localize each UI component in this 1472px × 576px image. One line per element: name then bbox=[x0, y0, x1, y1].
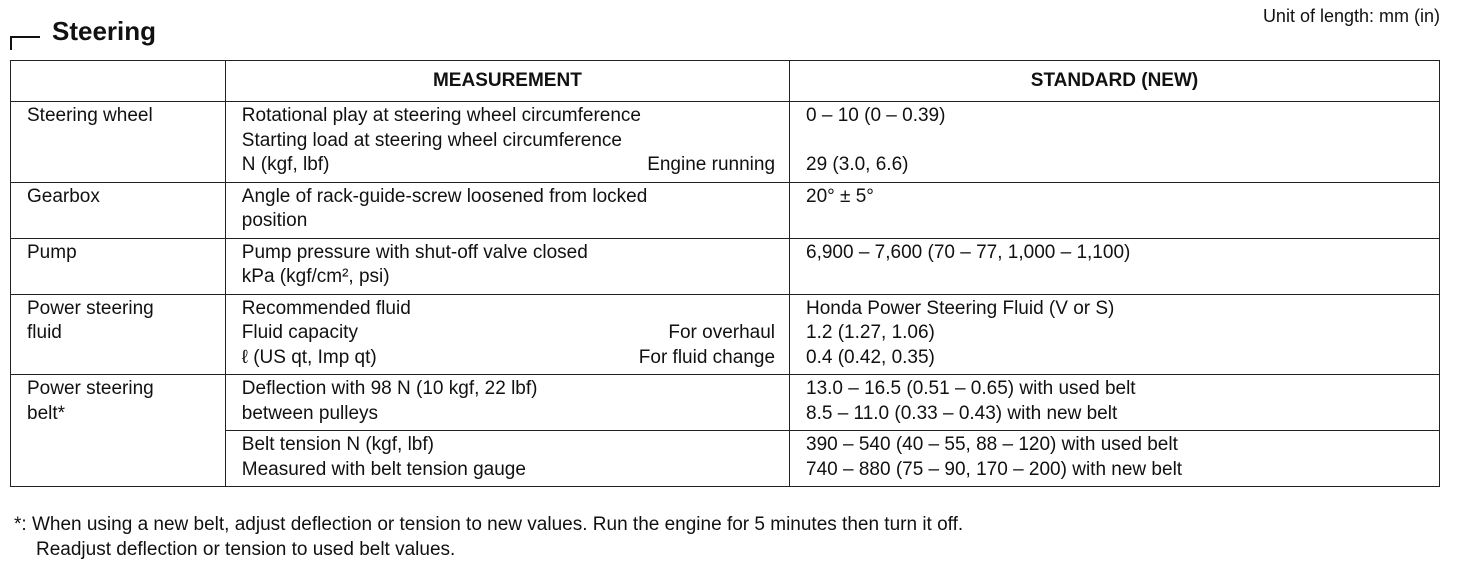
standard-value: 8.5 – 11.0 (0.33 – 0.43) with new belt bbox=[806, 402, 1118, 424]
measurement-header: MEASUREMENT bbox=[225, 61, 789, 102]
measurement-line bbox=[242, 209, 775, 234]
measurement-condition: Engine running bbox=[647, 154, 776, 175]
measurement-text: ℓ (US qt, Imp qt) bbox=[241, 346, 377, 368]
item-label: Steering wheel bbox=[27, 105, 153, 126]
standard-value: 0.4 (0.42, 0.35) bbox=[806, 346, 935, 368]
standard-cell bbox=[790, 238, 1440, 294]
measurement-line bbox=[242, 153, 775, 178]
table-row bbox=[11, 294, 1440, 375]
standard-value: Honda Power Steering Fluid (V or S) bbox=[806, 297, 1115, 319]
measurement-text: Measured with belt tension gauge bbox=[241, 458, 526, 480]
footnote bbox=[14, 512, 963, 562]
measurement-line bbox=[242, 321, 775, 346]
measurement-text: Starting load at steering wheel circumference bbox=[241, 129, 622, 151]
measurement-line bbox=[242, 241, 775, 266]
standard-value: 13.0 – 16.5 (0.51 – 0.65) with used belt bbox=[806, 378, 1136, 399]
measurement-line bbox=[242, 433, 775, 458]
standard-value: 29 (3.0, 6.6) bbox=[806, 154, 909, 175]
measurement-text: Pump pressure with shut-off valve closed bbox=[241, 241, 588, 263]
item-label: fluid bbox=[27, 322, 62, 343]
standard-value bbox=[806, 129, 1425, 154]
measurement-cell bbox=[225, 238, 789, 294]
measurement-line bbox=[242, 402, 775, 427]
table-row bbox=[11, 238, 1440, 294]
measurement-line bbox=[242, 265, 775, 290]
table-body bbox=[11, 102, 1440, 487]
item-cell bbox=[11, 102, 226, 183]
measurement-text: Rotational play at steering wheel circumference bbox=[241, 105, 641, 126]
header-rule bbox=[10, 36, 40, 38]
measurement-cell bbox=[225, 102, 789, 183]
table-row bbox=[11, 182, 1440, 238]
standard-value: 6,900 – 7,600 (70 – 77, 1,000 – 1,100) bbox=[806, 241, 1131, 263]
measurement-text: Angle of rack-guide-screw loosened from locked bbox=[241, 185, 648, 207]
standard-cell bbox=[790, 102, 1440, 183]
measurement-line bbox=[242, 104, 775, 129]
standard-cell bbox=[790, 182, 1440, 238]
measurement-cell bbox=[225, 182, 789, 238]
page-title: Steering bbox=[52, 16, 157, 46]
table-row bbox=[11, 102, 1440, 183]
item-cell bbox=[11, 238, 226, 294]
footnote-line: *: When using a new belt, adjust deflection or tension to new values. Run the engine for 5 minutes then turn it off. bbox=[14, 514, 964, 535]
standard-value: 740 – 880 (75 – 90, 170 – 200) with new belt bbox=[806, 458, 1183, 480]
measurement-text: Belt tension N (kgf, lbf) bbox=[241, 434, 434, 455]
measurement-text: N (kgf, lbf) bbox=[241, 154, 330, 175]
measurement-line bbox=[242, 185, 775, 210]
measurement-cell bbox=[225, 431, 789, 487]
item-label: Pump bbox=[27, 241, 77, 263]
item-cell bbox=[11, 375, 226, 487]
unit-note: Unit of length: mm (in) bbox=[1262, 6, 1440, 26]
measurement-text: between pulleys bbox=[241, 402, 379, 424]
measurement-text: kPa (kgf/cm², psi) bbox=[241, 266, 390, 287]
standard-header: STANDARD (NEW) bbox=[790, 61, 1440, 102]
standard-value: 20° ± 5° bbox=[806, 185, 874, 207]
item-label: belt* bbox=[27, 402, 66, 424]
measurement-line bbox=[242, 129, 775, 154]
table-header-row bbox=[11, 61, 1440, 102]
item-cell bbox=[11, 182, 226, 238]
measurement-cell bbox=[225, 294, 789, 375]
item-label: Power steering bbox=[27, 297, 154, 319]
table-row bbox=[11, 431, 1440, 487]
measurement-line bbox=[242, 377, 775, 402]
spec-table bbox=[10, 60, 1440, 487]
item-label: Power steering bbox=[27, 378, 154, 399]
measurement-text: Recommended fluid bbox=[241, 297, 411, 319]
item-header bbox=[11, 61, 226, 102]
measurement-cell bbox=[225, 375, 789, 431]
measurement-condition: For fluid change bbox=[638, 346, 776, 368]
item-cell bbox=[11, 294, 226, 375]
footnote-line: Readjust deflection or tension to used belt values. bbox=[36, 539, 456, 560]
standard-cell bbox=[790, 294, 1440, 375]
standard-value: 1.2 (1.27, 1.06) bbox=[806, 322, 935, 343]
table-row bbox=[11, 375, 1440, 431]
measurement-text: Fluid capacity bbox=[241, 322, 358, 343]
measurement-text: position bbox=[241, 210, 308, 231]
standard-cell bbox=[790, 431, 1440, 487]
item-label: Gearbox bbox=[27, 185, 100, 207]
measurement-line bbox=[242, 458, 775, 483]
standard-value: 390 – 540 (40 – 55, 88 – 120) with used belt bbox=[806, 434, 1178, 455]
measurement-condition: For overhaul bbox=[668, 322, 776, 343]
standard-cell bbox=[790, 375, 1440, 431]
header-tick bbox=[10, 36, 12, 50]
measurement-line bbox=[242, 297, 775, 322]
measurement-line bbox=[242, 346, 775, 371]
measurement-text: Deflection with 98 N (10 kgf, 22 lbf) bbox=[241, 378, 538, 399]
standard-value: 0 – 10 (0 – 0.39) bbox=[806, 105, 946, 126]
